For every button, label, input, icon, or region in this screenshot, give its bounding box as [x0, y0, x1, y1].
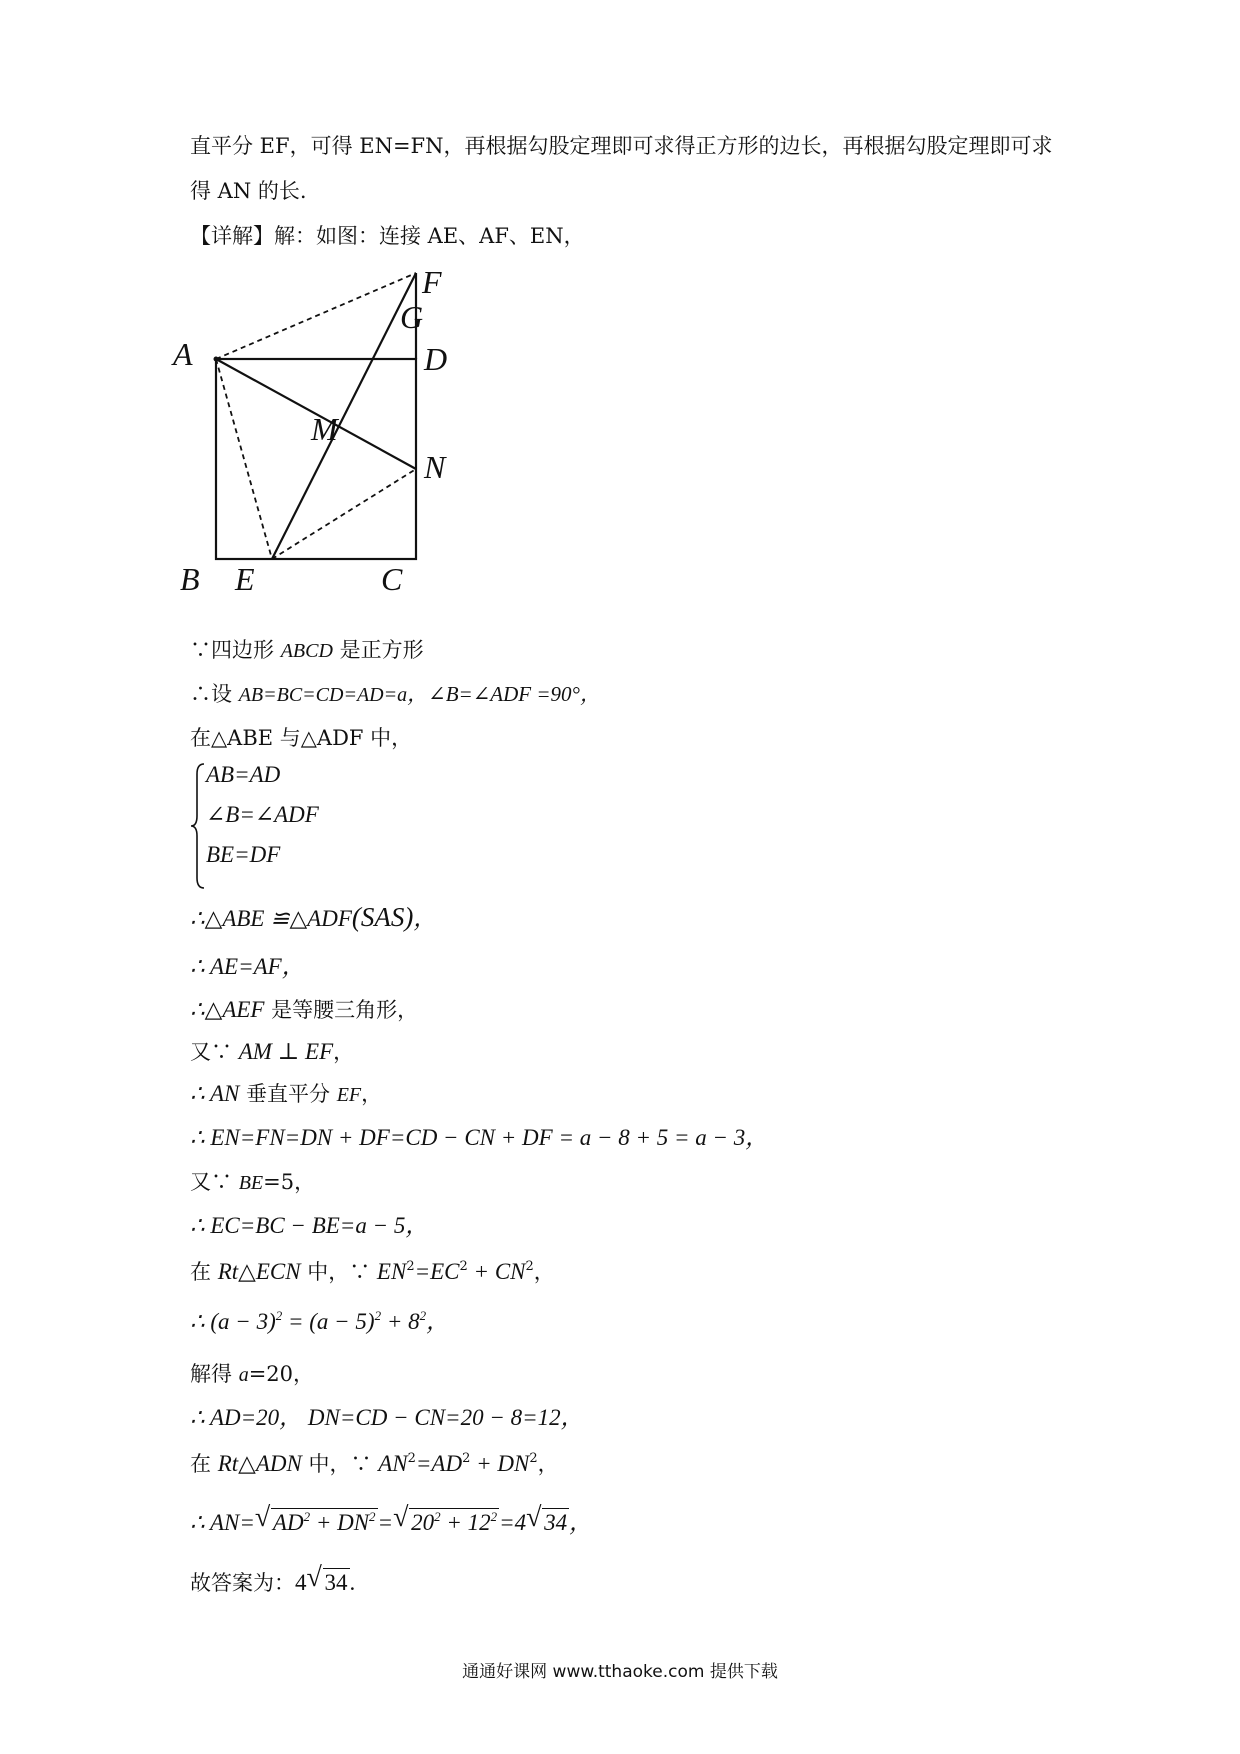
condition-1: AB=AD — [206, 762, 281, 787]
step-5-tail: ， — [281, 954, 305, 979]
geometry-figure — [173, 264, 480, 620]
step-12 — [190, 1258, 555, 1286]
sqrt-2-sup-1: 2 — [434, 1509, 441, 1524]
sqrt-1-sup-1: 2 — [303, 1509, 311, 1524]
label-c: C — [381, 561, 403, 597]
condition-3: BE=DF — [206, 842, 281, 867]
step-15 — [190, 1404, 584, 1432]
step-13-eight: + 8 — [381, 1309, 420, 1334]
label-b: B — [180, 561, 200, 597]
step-6-math: ∴△AEF — [190, 997, 265, 1022]
step-16-an: AN — [378, 1451, 408, 1476]
step-17-tail: ， — [569, 1510, 593, 1535]
answer-coef: 4 — [295, 1570, 307, 1595]
step-16-triangle: △ADN — [238, 1451, 302, 1476]
step-8-math: ∴ AN — [190, 1081, 240, 1106]
step-4-sas: (SAS) — [351, 902, 414, 932]
step-15-result: =20 − 8=12， — [445, 1405, 584, 1430]
step-14 — [190, 1360, 314, 1389]
answer-sqrt: √ 34 — [306, 1562, 348, 1595]
sqrt-1-dn: + DN — [310, 1510, 370, 1535]
detail-tag: 【详解】 — [190, 224, 274, 248]
step-4 — [190, 903, 436, 933]
step-12-tail: ， — [533, 1260, 555, 1284]
step-12-en: EN — [376, 1259, 407, 1284]
step-13-rhs: = (a − 5) — [282, 1309, 375, 1334]
sqrt-2-sup-2: 2 — [490, 1509, 498, 1524]
step-4-text: ∴△ABE ≌△ADF — [190, 906, 352, 931]
sqrt-1-sup-2: 2 — [369, 1509, 376, 1524]
step-9-tail: ， — [745, 1125, 769, 1150]
step-12-ec: =EC — [414, 1259, 460, 1284]
condition-2: ∠B=∠ADF — [206, 802, 319, 827]
step-1-math: ABCD — [280, 640, 333, 662]
answer-label: 故答案为： — [190, 1571, 295, 1595]
step-13 — [190, 1308, 449, 1336]
sqrt-1: √ $AD^2 + DN^2$ — [254, 1502, 376, 1535]
step-2 — [190, 680, 601, 709]
step-12-triangle: △ECN — [238, 1259, 301, 1284]
answer-radicand: 34 — [324, 1570, 348, 1595]
step-2-tail: ，∠B=∠ADF =90°， — [407, 682, 601, 706]
step-14-text: 解得 — [190, 1362, 239, 1386]
step-16-tail: ， — [537, 1452, 559, 1476]
step-16-text: 在 — [190, 1452, 218, 1476]
square-abcd — [216, 359, 416, 559]
step-13-sup-2: 2 — [374, 1308, 382, 1323]
step-15-dn: DN=CD − CN — [307, 1405, 446, 1430]
label-e: E — [235, 561, 255, 597]
answer-tail: . — [349, 1570, 356, 1595]
step-13-lhs: ∴ (a − 3) — [190, 1309, 276, 1334]
step-12-cn: + CN — [467, 1259, 526, 1284]
step-4-tail: ， — [413, 906, 437, 931]
step-9-text: ∴ EN=FN=DN + DF=CD − CN + DF = a − 8 + 5 = a − 3 — [190, 1125, 746, 1150]
label-m: M — [311, 411, 338, 447]
intro-line-2: 得 AN 的长. — [190, 179, 307, 203]
sqrt-3: √ 34 — [526, 1502, 568, 1535]
step-11-tail: ， — [405, 1213, 429, 1238]
step-3: 在△ABE 与△ADF 中， — [190, 726, 413, 750]
sqrt-1-ad: AD — [272, 1510, 304, 1535]
step-1-tail: 是正方形 — [332, 638, 424, 662]
step-2-text: ∴设 — [190, 682, 239, 706]
step-8-ef: EF — [336, 1084, 362, 1106]
step-10-text: 又∵ — [190, 1170, 239, 1194]
step-14-var: a — [238, 1364, 249, 1386]
dashed-ae — [216, 359, 272, 559]
step-17 — [190, 1502, 593, 1537]
step-12-rt: Rt — [217, 1259, 239, 1284]
left-brace — [190, 762, 206, 890]
step-17-eq: = — [377, 1510, 394, 1535]
label-f: F — [422, 264, 442, 300]
step-11 — [190, 1212, 428, 1240]
step-6-text: 是等腰三角形， — [264, 998, 419, 1022]
step-16-sup-3: 2 — [529, 1451, 538, 1466]
label-d: D — [424, 341, 448, 377]
sqrt-3-radicand: 34 — [544, 1510, 568, 1535]
step-1 — [190, 636, 424, 665]
label-a: A — [173, 336, 193, 372]
step-12-sup-1: 2 — [406, 1259, 415, 1274]
step-17-lhs: ∴ AN= — [190, 1510, 255, 1535]
step-15-value: =20， — [240, 1405, 303, 1430]
step-8-tail: ， — [361, 1082, 383, 1106]
label-n: N — [424, 449, 446, 485]
step-14-tail: =20， — [248, 1362, 315, 1386]
step-12-sup-2: 2 — [459, 1259, 468, 1274]
sqrt-2-twenty: 20 — [411, 1510, 435, 1535]
congruence-conditions — [190, 762, 390, 890]
step-8-text: 垂直平分 — [239, 1082, 337, 1106]
step-6 — [190, 996, 418, 1024]
segment-ef — [272, 273, 416, 559]
footer-credit: 通通好课网 www.tthaoke.com 提供下载 — [462, 1662, 778, 1682]
step-16-ad: =AD — [415, 1451, 463, 1476]
detail-text: 解：如图：连接 AE、AF、EN， — [274, 224, 585, 248]
answer-line — [190, 1562, 356, 1597]
step-13-tail: ， — [426, 1309, 450, 1334]
step-16 — [190, 1450, 559, 1478]
step-16-dn: + DN — [470, 1451, 530, 1476]
step-16-sup-1: 2 — [407, 1451, 416, 1466]
sqrt-2-twelve: + 12 — [440, 1510, 491, 1535]
step-12-sup-3: 2 — [525, 1259, 534, 1274]
step-13-sup-1: 2 — [275, 1308, 283, 1323]
step-2-math: AB=BC=CD=AD=a — [238, 684, 408, 706]
step-15-ad: ∴ AD — [190, 1405, 241, 1430]
step-16-sup-2: 2 — [462, 1451, 471, 1466]
step-7-text: 又∵ — [190, 1040, 239, 1064]
step-11-text: ∴ EC=BC − BE=a − 5 — [190, 1213, 406, 1238]
dashed-af — [216, 273, 416, 359]
step-7-math: AM ⊥ EF — [238, 1039, 334, 1064]
step-7-tail: ， — [333, 1040, 355, 1064]
step-12-because: 中，∵ — [300, 1260, 377, 1284]
step-13-sup-3: 2 — [419, 1308, 427, 1323]
step-5-text: ∴ AE=AF — [190, 954, 282, 979]
step-9 — [190, 1124, 768, 1152]
step-10 — [190, 1168, 315, 1197]
step-16-rt: Rt — [217, 1451, 239, 1476]
label-g: G — [400, 299, 424, 335]
step-7 — [190, 1038, 354, 1066]
detail-line — [190, 222, 585, 250]
step-16-because: 中，∵ — [301, 1452, 379, 1476]
step-8 — [190, 1080, 382, 1109]
step-17-coef: =4 — [499, 1510, 527, 1535]
step-10-tail: =5， — [263, 1170, 316, 1194]
step-5 — [190, 953, 305, 981]
intro-line-1: 直平分 EF，可得 EN=FN，再根据勾股定理即可求得正方形的边长，再根据勾股定理即可求 — [190, 134, 1053, 158]
sqrt-2: √ $20^2 + 12^2$ — [393, 1502, 498, 1535]
step-12-text: 在 — [190, 1260, 218, 1284]
step-10-math: BE — [238, 1172, 264, 1194]
point-a — [214, 357, 219, 362]
step-1-text: ∵四边形 — [190, 638, 281, 662]
